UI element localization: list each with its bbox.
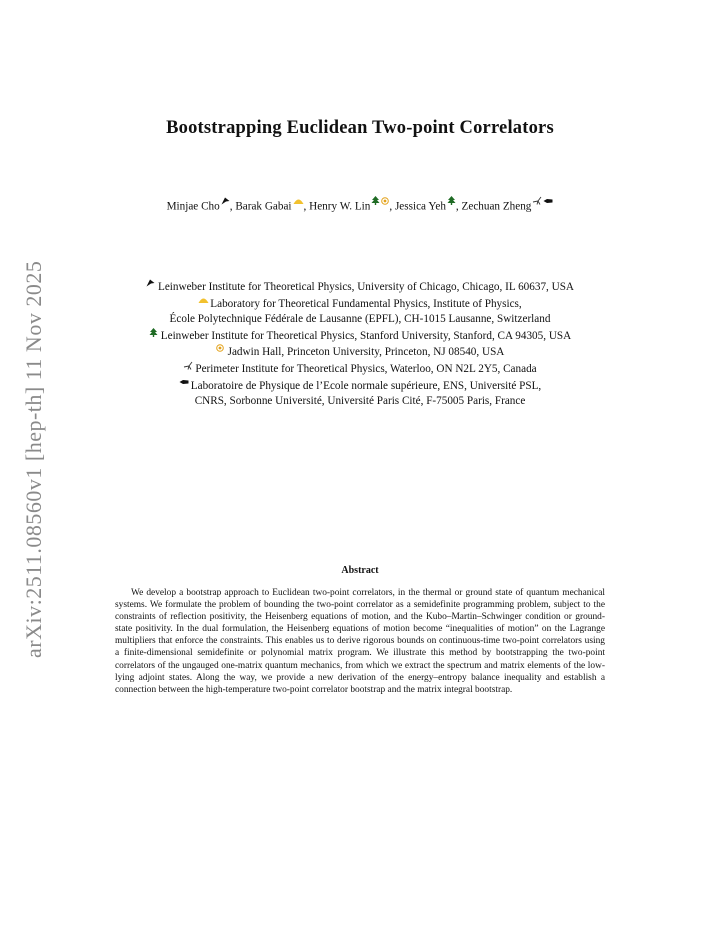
tree-mark-icon [447, 196, 456, 205]
affiliation-text: École Polytechnique Fédérale de Lausanne (EPFL), CH-1015 Lausanne, Switzerland [169, 313, 551, 326]
affiliation-text: CNRS, Sorbonne Université, Université Paris Cité, F-75005 Paris, France [194, 395, 526, 408]
bird-mark-icon [532, 196, 542, 205]
affiliation-list [80, 279, 640, 410]
coin-mark-icon [216, 344, 225, 352]
author-separator: , [229, 200, 236, 213]
author-list [0, 196, 720, 213]
tree-mark-icon [371, 196, 380, 205]
author-separator: , [455, 200, 462, 213]
affiliation-line [80, 394, 640, 410]
bird-mark-icon [183, 361, 192, 369]
affiliation-line [80, 279, 640, 296]
author-name: Zechuan Zheng [461, 200, 532, 213]
blackbird-mark-icon [221, 197, 230, 205]
affiliation-line [80, 312, 640, 328]
author-separator: , [303, 200, 310, 213]
arxiv-identifier: arXiv:2511.08560v1 [hep-th] 11 Nov 2025 [21, 260, 46, 658]
author-affiliation-marks [292, 197, 304, 205]
blackbird-mark-icon [146, 279, 155, 287]
affiliation-text: Laboratoire de Physique de l’Ecole normale supérieure, ENS, Université PSL, [190, 379, 542, 392]
flag-mark-icon [543, 197, 553, 205]
abstract-heading: Abstract [341, 565, 379, 576]
affiliation-line [80, 378, 640, 395]
affiliation-line [80, 361, 640, 378]
tree-mark-icon [149, 328, 158, 336]
author-name: Barak Gabai [235, 200, 292, 213]
author-affiliation-marks [446, 196, 456, 205]
affiliation-text: Jadwin Hall, Princeton University, Princeton, NJ 08540, USA [227, 346, 505, 359]
affiliation-text: Leinweber Institute for Theoretical Physics, University of Chicago, Chicago, IL 60637, USA [157, 281, 575, 293]
flag-mark-icon [179, 378, 188, 386]
affiliation-line [80, 344, 640, 361]
sun-mark-icon [198, 296, 207, 304]
affiliation-line [80, 296, 640, 313]
author-affiliation-marks [220, 197, 230, 205]
author-name: Henry W. Lin [309, 200, 371, 213]
abstract-body: We develop a bootstrap approach to Euclidean two-point correlators, in the thermal or ground state of quantum mechanical systems. We formulate the problem of bounding the two-point correlator as a semidefinite programming problem, subject to the constraints of reflection positivity, the Heisenberg equations of motion, and the Kubo–Martin–Schwinger condition or ground-state positivity. In the dual formulation, the Heisenberg equations of motion become “inequalities of motion” on the Lagrange multipliers that enforce the constraints. This enables us to derive rigorous bounds on continuous-time two-point correlators using a finite-dimensional semidefinite or polynomial matrix program. We illustrate this method by bootstrapping the two-point correlators of the ungauged one-matrix quantum mechanics, from which we extract the spectrum and matrix elements of the low-lying adjoint states. Along the way, we provide a new derivation of the energy–entropy balance inequality and establish a connection between the high-temperature two-point correlator bootstrap and the matrix integral bootstrap. [115, 588, 605, 695]
affiliation-line [80, 328, 640, 345]
author-affiliation-marks [370, 196, 389, 205]
affiliation-text: Perimeter Institute for Theoretical Physics, Waterloo, ON N2L 2Y5, Canada [195, 362, 537, 375]
affiliation-text: Leinweber Institute for Theoretical Physics, Stanford University, Stanford, CA 94305, USA [160, 329, 572, 342]
author-name: Jessica Yeh [394, 200, 446, 213]
affiliation-text: Laboratory for Theoretical Fundamental Physics, Institute of Physics, [210, 297, 522, 310]
author-separator: , [389, 200, 395, 213]
sun-mark-icon [293, 197, 304, 205]
author-name: Minjae Cho [166, 200, 220, 213]
paper-title: Bootstrapping Euclidean Two-point Correlators [166, 118, 554, 138]
author-affiliation-marks [531, 196, 553, 205]
